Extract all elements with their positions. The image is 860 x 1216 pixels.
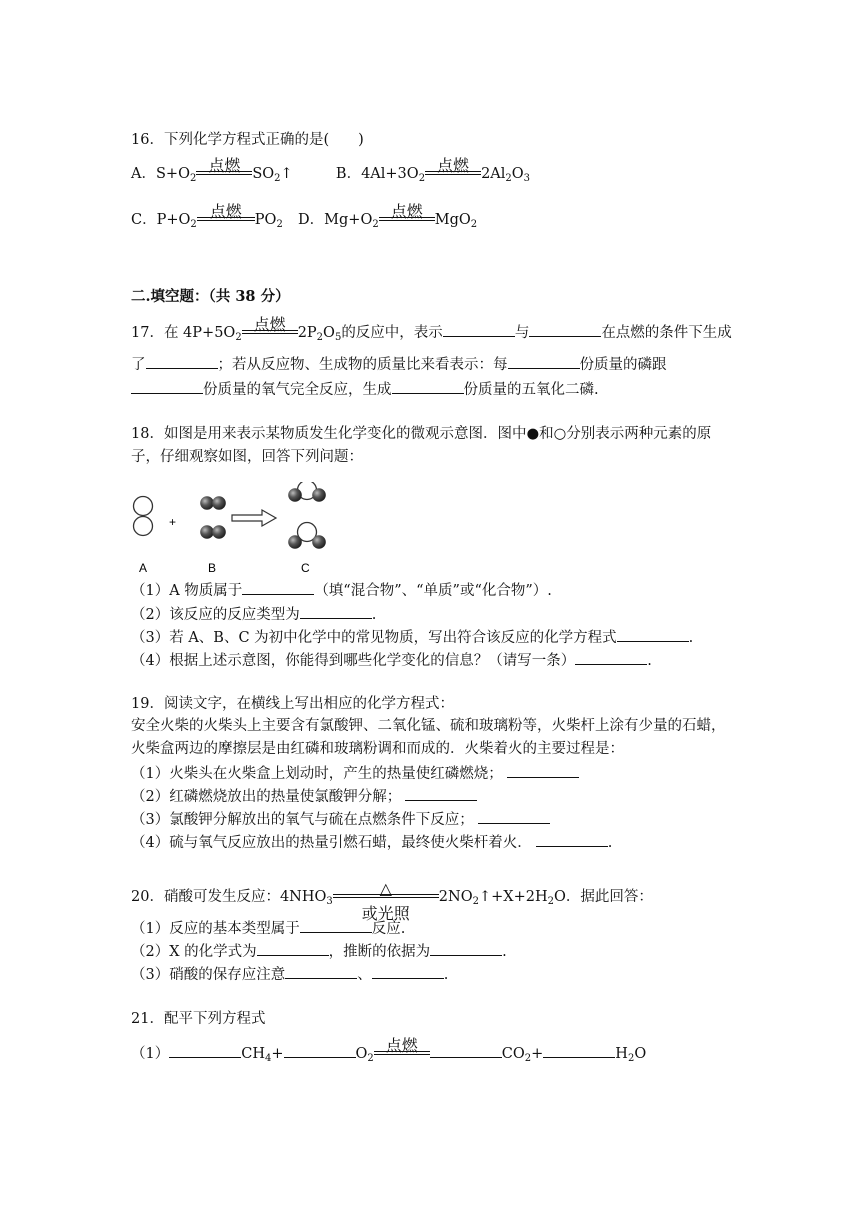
molecules-b: [200, 496, 226, 539]
q20-line1: 20．硝酸可发生反应：$4NHO_3$ △ 或光照 $2NO_2↑+X+2H_2O$．据此回答：: [131, 879, 653, 923]
q16-row-cd: C．$P+O_2$ 点燃 $PO_2$ D．$Mg+O_2$ 点燃 MgO$_2$: [131, 202, 478, 230]
section-title: 二.填空题：（共 38 分）: [131, 288, 290, 305]
q19-line3: 火柴盒两边的摩擦层是由红磷和玻璃粉调和而成的．火柴着火的主要过程是：: [131, 741, 624, 757]
q21-eq1: （1） $CH_4+ O_2$ 点燃 $CO_2+ H_2O$: [131, 1036, 647, 1064]
q19-sub3: （3）氯酸钾分解放出的氧气与硫在点燃条件下反应；: [131, 809, 550, 830]
label-b: B: [208, 561, 217, 575]
q17-line2: 了 ；若从反应物、生成物的质量比来看表示：每 份质量的磷跟: [131, 354, 667, 375]
q19-line1: 19．阅读文字，在横线上写出相应的化学方程式：: [131, 696, 454, 712]
q17-line1: 17．在 $4P+5O_2$ 点燃 $2P_2O_5$的反应中，表示 与 在点燃的条件下生成: [131, 315, 732, 343]
label-c: C: [301, 561, 310, 575]
q18-line2: 子，仔细观察如图，回答下列问题：: [131, 449, 363, 465]
reaction-diagram: [131, 482, 351, 582]
q19-sub2: （2）红磷燃烧放出的热量使氯酸钾分解；: [131, 786, 477, 807]
arrow-icon: [232, 510, 276, 526]
q18-sub2: （2）该反应的反应类型为 .: [131, 604, 376, 625]
q20-sub1: （1）反应的基本类型属于 反应.: [131, 918, 405, 939]
q18-line1: 18．如图是用来表示某物质发生化学变化的微观示意图．图中●和○分别表示两种元素的原: [131, 426, 712, 442]
q16-row-ab: A．$S+O_2$ 点燃 $SO_2↑$ B．$4Al+3O_2$ 点燃 $2Al_2O_3$: [131, 156, 531, 184]
q19-line2: 安全火柴的火柴头上主要含有氯酸钾、二氧化锰、硫和玻璃粉等，火柴杆上涂有少量的石蜡，: [131, 718, 726, 734]
plus-sign: +: [169, 515, 177, 529]
q18-sub3: （3）若 A、B、C 为初中化学中的常见物质，写出符合该反应的化学方程式 .: [131, 627, 693, 648]
q16-stem: 16．下列化学方程式正确的是( ): [131, 132, 364, 148]
q19-sub4: （4）硫与氧气反应放出的热量引燃石蜡，最终使火柴杆着火． .: [131, 832, 612, 853]
molecule-a: [134, 497, 153, 536]
molecules-c: [288, 482, 326, 549]
q18-sub4: （4）根据上述示意图，你能得到哪些化学变化的信息？（请写一条） .: [131, 650, 652, 671]
q19-sub1: （1）火柴头在火柴盒上划动时，产生的热量使红磷燃烧；: [131, 763, 579, 784]
q21-title: 21．配平下列方程式: [131, 1011, 266, 1027]
label-a: A: [139, 561, 148, 575]
q18-sub1: （1）A 物质属于 （填“混合物”、“单质”或“化合物”）.: [131, 580, 552, 601]
q20-sub2: （2）X 的化学式为 ，推断的依据为 .: [131, 941, 507, 962]
q17-line3: 份质量的氧气完全反应，生成 份质量的五氧化二磷.: [131, 379, 599, 400]
q20-sub3: （3）硝酸的保存应注意 、 .: [131, 964, 448, 985]
